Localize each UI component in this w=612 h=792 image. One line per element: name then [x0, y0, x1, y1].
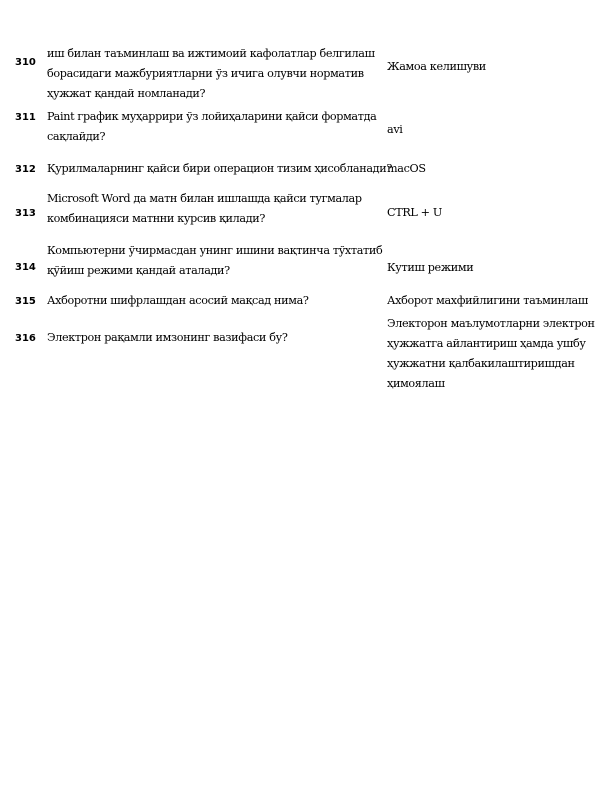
answer-line: ҳимоялаш	[387, 377, 445, 390]
answer-text	[387, 203, 597, 223]
question-number: 315	[15, 296, 36, 307]
question-number: 313	[15, 208, 36, 219]
question-line: Paint график муҳаррири ўз лойиҳаларини қайси форматда	[47, 110, 377, 123]
question-line: иш билан таъминлаш ва ижтимоий кафолатлар белгилаш	[47, 47, 375, 60]
answer-text	[387, 159, 597, 179]
question-number: 311	[15, 112, 36, 123]
answer-line: ҳужжатни қалбакилаштиришдан	[387, 357, 575, 370]
answer-text	[387, 314, 597, 394]
answer-line: avi	[387, 123, 403, 136]
answer-line: macOS	[387, 162, 426, 175]
question-number: 316	[15, 333, 36, 344]
answer-text	[387, 258, 597, 278]
question-number: 310	[15, 57, 36, 68]
question-text	[47, 241, 383, 281]
question-text	[47, 291, 372, 311]
question-line: Қурилмаларнинг қайси бири операцион тизим ҳисобланади?	[47, 162, 392, 175]
question-text	[47, 189, 372, 229]
answer-text	[387, 291, 597, 311]
answer-line: ҳужжатга айлантириш ҳамда ушбу	[387, 337, 586, 350]
question-text	[47, 328, 372, 348]
answer-line: Электорон маълумотларни электрон	[387, 317, 595, 330]
answer-text	[387, 57, 597, 77]
question-line: комбинацияси матнни курсив қилади?	[47, 212, 265, 225]
question-line: борасидаги мажбуриятларни ўз ичига олувчи норматив	[47, 67, 364, 80]
answer-line: CTRL + U	[387, 206, 442, 219]
answer-text	[387, 120, 597, 140]
question-number: 314	[15, 262, 36, 273]
answer-line: Кутиш режими	[387, 261, 474, 274]
question-line: қўйиш режими қандай аталади?	[47, 264, 230, 277]
question-text	[47, 44, 375, 104]
question-line: ҳужжат қандай номланади?	[47, 87, 206, 100]
question-line: Microsoft Word да матн билан ишлашда қайси тугмалар	[47, 192, 362, 205]
question-number: 312	[15, 164, 36, 175]
answer-line: Ахборот махфийлигини таъминлаш	[387, 294, 588, 307]
answer-line: Жамоа келишуви	[387, 60, 486, 73]
question-line: Ахборотни шифрлашдан асосий мақсад нима?	[47, 294, 309, 307]
question-text	[47, 159, 392, 179]
question-line: Компьютерни ўчирмасдан унинг ишини вақтинча тўхтатиб	[47, 244, 383, 257]
question-line: сақлайди?	[47, 130, 106, 143]
question-line: Электрон рақамли имзонинг вазифаси бу?	[47, 331, 288, 344]
question-text	[47, 107, 377, 147]
